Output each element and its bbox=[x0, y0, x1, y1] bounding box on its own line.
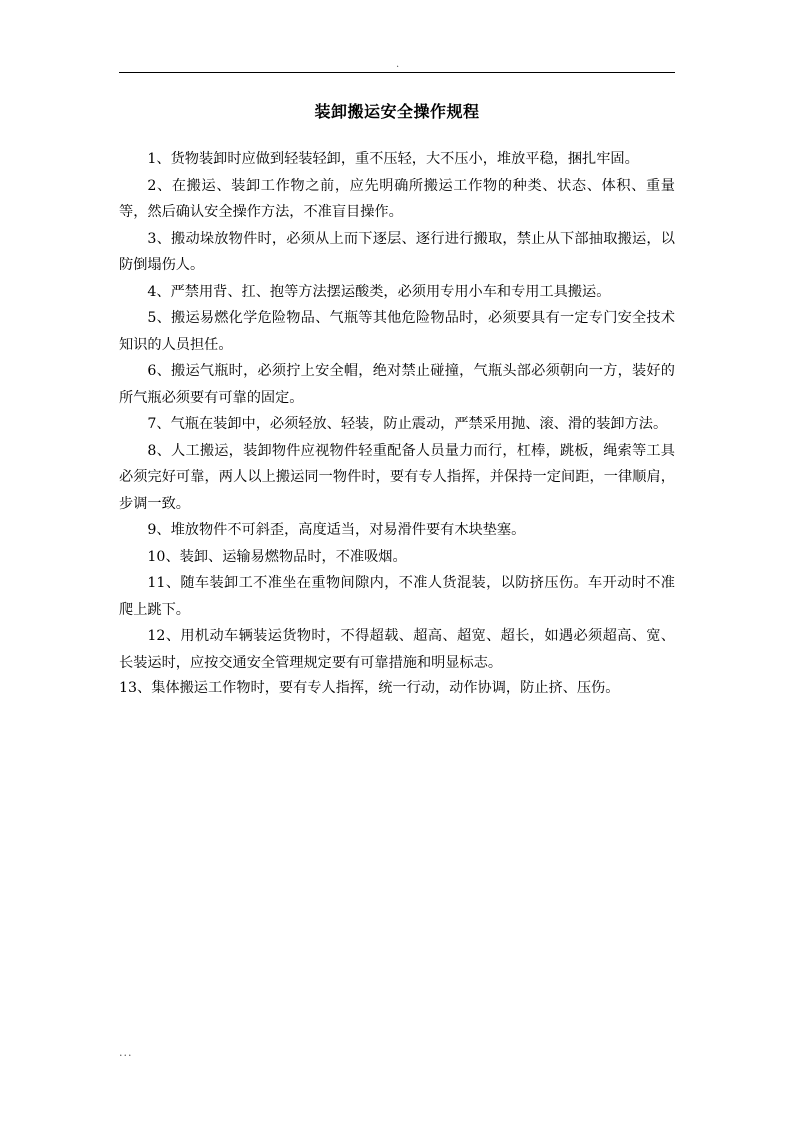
rule-item-6: 6、搬运气瓶时，必须拧上安全帽，绝对禁止碰撞，气瓶头部必须朝向一方，装好的所气瓶必须要有可靠的固定。 bbox=[119, 363, 675, 406]
rule-item-7: 7、气瓶在装卸中，必须轻放、轻装，防止震动，严禁采用抛、滚、滑的装卸方法。 bbox=[147, 416, 668, 432]
rule-item-2: 2、在搬运、装卸工作物之前，应先明确所搬运工作物的种类、状态、体积、重量等，然后确认安全操作方法，不准盲目操作。 bbox=[119, 177, 675, 220]
rule-item-10: 10、装卸、运输易燃物品时，不准吸烟。 bbox=[147, 548, 407, 565]
document-title: 装卸搬运安全操作规程 bbox=[314, 102, 480, 121]
rule-item-13: 13、集体搬运工作物时，要有专人指挥，统一行动，动作协调，防止挤、压伤。 bbox=[119, 680, 620, 696]
rule-item-8: 8、人工搬运，装卸物件应视物件轻重配备人员量力而行，杠棒，跳板，绳索等工具必须完好可靠，两人以上搬运同一物件时，要有专人指挥，并保持一定间距，一律顺肩，步调一致。 bbox=[119, 442, 675, 512]
rule-item-3: 3、搬动垛放物件时，必须从上而下逐层、逐行进行搬取，禁止从下部抽取搬运，以防倒塌伤人。 bbox=[119, 230, 675, 273]
rule-item-1: 1、货物装卸时应做到轻装轻卸，重不压轻，大不压小，堆放平稳，捆扎牢固。 bbox=[147, 151, 639, 167]
rule-item-9: 9、堆放物件不可斜歪，高度适当，对易滑件要有木块垫塞。 bbox=[147, 522, 526, 538]
header-rule bbox=[119, 72, 675, 73]
header-mark: . bbox=[396, 59, 400, 70]
rule-item-4: 4、严禁用背、扛、抱等方法摆运酸类，必须用专用小车和专用工具搬运。 bbox=[147, 283, 611, 300]
rule-item-5: 5、搬运易燃化学危险物品、气瓶等其他危险物品时，必须要具有一定专门安全技术知识的人员担任。 bbox=[119, 310, 675, 353]
rule-item-11: 11、随车装卸工不准坐在重物间隙内，不准人货混装，以防挤压伤。车开动时不准爬上跳下。 bbox=[119, 575, 675, 618]
footer-mark: ... bbox=[119, 1046, 133, 1059]
rule-item-12: 12、用机动车辆装运货物时，不得超载、超高、超宽、超长，如遇必须超高、宽、长装运时，应按交通安全管理规定要有可靠措施和明显标志。 bbox=[119, 628, 675, 671]
document-body bbox=[119, 146, 675, 702]
